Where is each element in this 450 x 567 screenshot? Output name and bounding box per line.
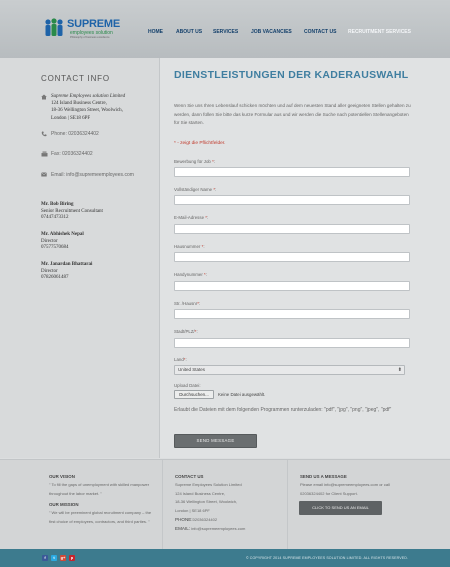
mobile-input[interactable] [174,281,410,291]
footer-email: EMAIL: info@supremeemployees.com [175,525,246,531]
label-upload: Upload Datei: [174,383,201,388]
house-number-input[interactable] [174,252,410,262]
contact-person [41,262,92,282]
no-file-text: Keine Datei ausgewählt. [218,392,266,397]
label-email: E-Mail-Adresse *: [174,215,209,220]
mission-title: OUR MISSION [49,502,79,507]
chevron-updown-icon: ⬍ [397,367,402,373]
sidebar-phone: Phone: 02036324402 [51,131,99,137]
person-name: Mr. Janardan Bhattarai [41,262,93,267]
label-job: Bewerbung für Job *: [174,159,216,164]
job-input[interactable] [174,167,410,177]
bottom-bar [0,549,450,567]
person-name: Mr. Abhishek Nepal [41,232,84,237]
send-message-title: SEND US A MESSAGE [300,474,347,479]
contact-us-title: CONTACT US [175,474,204,479]
street-input[interactable] [174,309,410,319]
address [51,93,156,122]
label-house-number: Hausnummer *: [174,244,205,249]
logo-subtag: Philosophy of business excellence [70,36,110,39]
city-input[interactable] [174,338,410,348]
footer-line3: London | SE18 6PF [175,508,210,514]
googleplus-icon[interactable]: g+ [60,555,66,560]
address-line1: 124 Island Business Centre, [51,101,107,107]
nav-home[interactable]: HOME [148,29,163,35]
fax-icon [41,151,48,159]
person-role: Director [41,268,58,274]
allowed-types-text: Erlaubt die Dateien mit dem folgenden Programmen runterzuladen: "pdf", "jpg", "png", "jpeg", "pdf" [174,407,392,413]
contact-info-title: CONTACT INFO [41,74,110,83]
address-line3: London | SE18 6PF [51,115,91,121]
person-phone: 07826061487 [41,275,69,280]
person-phone: 07577570684 [41,245,69,250]
browse-file-button[interactable]: Durchsuchen... [174,390,214,399]
person-name: Mr. Bob Biring [41,202,74,207]
send-email-button[interactable]: CLICK TO SEND US AN EMAIL [299,501,382,515]
footer-contact-column [162,460,287,550]
country-select[interactable] [174,365,405,375]
send-message-text: Please email info@supremeemployees.com or call 02036324402 for Client Support. [300,482,390,496]
person-role: Senior Recruitment Consultant [41,208,103,214]
mission-text: " We will be preeminent global recruitment company – the first choice of employees, contractors, and third parties. " [49,510,152,524]
label-full-name: Vollständiger Name *: [174,187,217,192]
email-icon [41,172,47,179]
footer [0,459,450,549]
footer-address [175,481,285,533]
site-header [0,0,450,58]
nav-recruitment-services[interactable]: RECRUITMENT SERVICES [348,29,411,35]
required-note: * - zeigt die Pflichtfelder. [174,141,226,146]
facebook-icon[interactable]: f [42,555,48,561]
phone-icon [41,131,47,139]
address-line2: 18-36 Wellington Street, Woolwich, [51,108,123,114]
label-mobile: Handynummer *: [174,272,207,277]
vision-title: OUR VISION [49,474,75,479]
label-street: Str. /Hausnr*: [174,301,201,306]
pinterest-icon[interactable]: p [70,555,74,560]
nav-about-us[interactable]: ABOUT US [176,29,203,35]
full-name-input[interactable] [174,195,410,205]
nav-job-vacancies[interactable]: JOB VACANCIES [251,29,292,35]
label-city: Stadt/PLZ/*: [174,329,198,334]
twitter-icon[interactable]: t [51,555,57,561]
footer-line1: 124 Island Business Centre, [175,490,226,496]
sidebar-fax: Fax: 02036324402 [51,151,93,157]
contact-person [41,202,103,222]
footer-company: Supreme Employees Solution Limited [175,482,242,487]
home-icon [41,94,47,102]
address-company: Supreme Employees solution Limited [51,94,126,99]
footer-phone: PHONE:02036324402 [175,516,218,522]
main-area [0,58,450,458]
main-nav [0,29,450,37]
logo-brand: SUPREME [67,18,120,30]
footer-vision-column [0,460,162,550]
logo-tagline: employees solution [70,30,113,36]
vision-text: " To fill the gaps of unemployment with skilled manpower throughout the labor market. " [49,482,150,496]
page-title: DIENSTLEISTUNGEN DER KADERAUSWAHL [174,69,409,81]
person-phone: 07447473312 [41,215,69,220]
email-input[interactable] [174,224,410,234]
send-message-button[interactable]: SEND MESSAGE [174,434,257,448]
nav-services[interactable]: SERVICES [213,29,239,35]
copyright: © COPYRIGHT 2014 SUPREME EMPLOYEES SOLUTION LIMITED. ALL RIGHTS RESERVED. [245,556,408,560]
label-country: Land*: [174,357,187,362]
person-role: Director [41,238,58,244]
sidebar [0,58,160,458]
nav-contact-us[interactable]: CONTACT US [304,29,337,35]
contact-person [41,232,84,252]
footer-line2: 18-36 Wellington Street, Woolwich, [175,499,238,505]
intro-text: Wenn Sie uns Ihren Lebenslauf schicken möchten und auf dem neuesten Stand aller geeigneten Stellen gehalten zu werden, dann füllen Sie bitte das kurze Formular aus und wir werden die Suche nach potentiellen Stellenangeboten für Sie starten. [174,103,411,125]
country-value: United States [178,367,206,372]
sidebar-email[interactable]: Email: info@supremeemployees.com [51,172,134,178]
